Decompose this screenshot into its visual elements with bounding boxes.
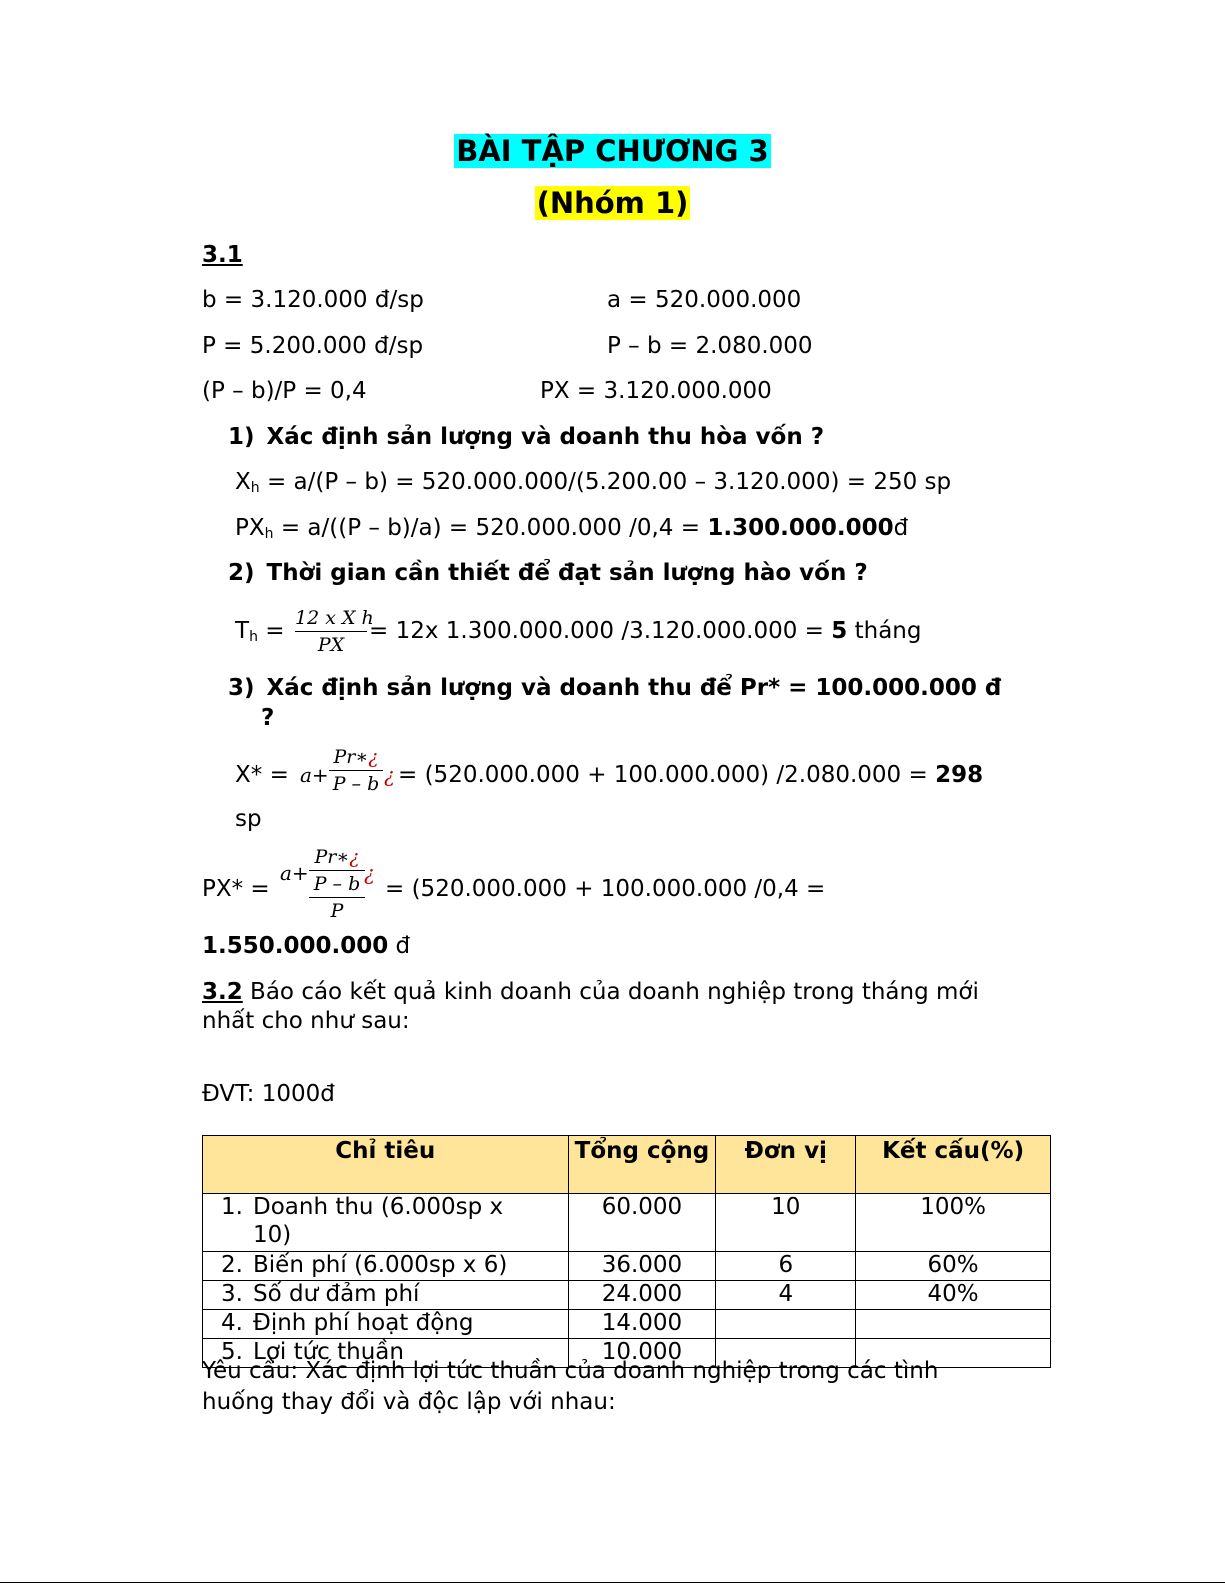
- row-number: 2.: [221, 1252, 243, 1278]
- row-label-line-2: 10): [253, 1221, 292, 1248]
- pxstar-denominator: P: [330, 900, 344, 922]
- question-1-text: Xác định sản lượng và doanh thu hòa vốn ?: [266, 424, 825, 450]
- page-subtitle: [0, 187, 1225, 220]
- th-numerator: 12 x X h: [295, 607, 374, 629]
- header-chi-tieu: Chỉ tiêu: [203, 1136, 569, 1194]
- pxstar-numerator: [309, 846, 365, 868]
- xh-expression: = a/(P – b) = 520.000.000/(5.200.00 – 3.120.000) = 250 sp: [259, 469, 952, 495]
- pxh-value: 1.300.000.000: [707, 515, 894, 541]
- pxstar-trailing-mark: ¿: [364, 861, 375, 885]
- question-1-number: 1): [228, 424, 255, 450]
- section-3-2-intro: [202, 979, 979, 1005]
- given-ratio: (P – b)/P = 0,4: [202, 378, 367, 404]
- row-ratio: 100%: [856, 1194, 1051, 1252]
- pxstar-unit: đ: [388, 933, 411, 959]
- th-denominator: PX: [317, 634, 345, 656]
- pxstar-bar-2: [309, 897, 365, 898]
- row-label-wrap: [221, 1281, 562, 1309]
- given-a: a = 520.000.000: [607, 287, 802, 313]
- th-symbol: T: [235, 618, 250, 644]
- row-label: [203, 1281, 569, 1310]
- given-b: b = 3.120.000 đ/sp: [202, 287, 424, 313]
- row-ratio: 60%: [856, 1252, 1051, 1281]
- question-3-number: 3): [228, 675, 255, 701]
- xstar-rhs: = (520.000.000 + 100.000.000) /2.080.000 =: [398, 762, 936, 788]
- row-label-wrap: [221, 1252, 562, 1280]
- header-ket-cau: Kết cấu(%): [856, 1136, 1051, 1194]
- pxstar-middle: P – b: [313, 873, 361, 895]
- row-total: 60.000: [568, 1194, 716, 1252]
- table-header-row: [203, 1136, 1051, 1194]
- row-unit: 6: [716, 1252, 856, 1281]
- table-row: [203, 1194, 1051, 1252]
- th-fraction-bar: [295, 631, 367, 632]
- row-unit: 10: [716, 1194, 856, 1252]
- row-total: 14.000: [568, 1310, 716, 1339]
- pxstar-bar-1: [309, 870, 365, 871]
- xh-symbol: X: [235, 469, 251, 495]
- row-label-text: Lợi tức thuần: [253, 1339, 404, 1365]
- pxstar-a: a+: [280, 861, 309, 885]
- th-lhs: [235, 618, 285, 645]
- header-tong-cong: Tổng cộng: [568, 1136, 716, 1194]
- row-label-wrap: [221, 1194, 562, 1249]
- table-row: [203, 1252, 1051, 1281]
- business-report-table: [202, 1135, 1051, 1368]
- th-expression: [369, 618, 921, 644]
- question-1: [228, 424, 824, 450]
- given-p: P = 5.200.000 đ/sp: [202, 333, 424, 359]
- pxh-formula: [235, 515, 908, 542]
- xh-subscript: h: [250, 480, 260, 496]
- section-3-1-heading: 3.1: [202, 242, 243, 268]
- xstar-fraction-bar: [329, 770, 383, 771]
- xstar-a: a+: [300, 763, 329, 787]
- requirement-line-2: huống thay đổi và độc lập với nhau:: [202, 1389, 616, 1415]
- row-number: 3.: [221, 1281, 243, 1307]
- row-ratio: [856, 1310, 1051, 1339]
- question-2-text: Thời gian cần thiết để đạt sản lượng hào vốn ?: [266, 560, 868, 586]
- question-3-text: Xác định sản lượng và doanh thu để Pr* = 100.000.000 đ: [266, 675, 1002, 701]
- row-label-wrap: [221, 1310, 562, 1338]
- pxh-unit: đ: [893, 515, 909, 541]
- given-p-minus-b: P – b = 2.080.000: [607, 333, 813, 359]
- row-number: 1.: [221, 1194, 243, 1220]
- page-bottom-border: [0, 1582, 1225, 1583]
- title-text: BÀI TẬP CHƯƠNG 3: [456, 134, 769, 168]
- row-label-text: Biến phí (6.000sp x 6): [253, 1252, 508, 1278]
- row-label-text: Số dư đảm phí: [253, 1281, 420, 1307]
- th-subscript: h: [249, 629, 258, 645]
- pxstar-result: [202, 933, 410, 959]
- th-rhs: = 12x 1.300.000.000 /3.120.000.000 =: [369, 618, 832, 644]
- row-label-text: Định phí hoạt động: [253, 1310, 474, 1336]
- section-3-2-heading: 3.2: [202, 979, 243, 1005]
- xh-formula: [235, 469, 951, 496]
- table-row: [203, 1310, 1051, 1339]
- row-label: [203, 1310, 569, 1339]
- row-unit: [716, 1310, 856, 1339]
- xstar-denominator: P – b: [332, 773, 380, 795]
- xstar-mark: ¿: [368, 746, 379, 768]
- row-total: 10.000: [568, 1339, 716, 1368]
- pxstar-lhs: PX* =: [202, 876, 270, 902]
- pxstar-value: 1.550.000.000: [202, 933, 389, 959]
- th-unit: tháng: [847, 618, 922, 644]
- requirement-line-1: Yêu cầu: Xác định lợi tức thuần của doanh nghiệp trong các tình: [202, 1358, 939, 1384]
- xstar-pr: Pr∗: [333, 746, 369, 768]
- pxh-expression: = a/((P – b)/a) = 520.000.000 /0,4 =: [273, 515, 708, 541]
- row-unit: 4: [716, 1281, 856, 1310]
- xstar-value: 298: [935, 762, 984, 788]
- xstar-trailing-mark: ¿: [384, 763, 395, 787]
- xstar-numerator: [329, 746, 383, 768]
- th-fraction: [295, 607, 374, 656]
- xstar-lhs: X* =: [235, 762, 289, 788]
- subtitle-text: (Nhóm 1): [536, 186, 689, 220]
- question-2-number: 2): [228, 560, 255, 586]
- xstar-expression: [398, 762, 983, 788]
- row-total: 36.000: [568, 1252, 716, 1281]
- xstar-fraction: [329, 746, 383, 795]
- page-title: [0, 135, 1225, 168]
- question-3-cont: ?: [261, 705, 275, 731]
- row-ratio: 40%: [856, 1281, 1051, 1310]
- question-2: [228, 560, 868, 586]
- row-label: [203, 1194, 569, 1252]
- xstar-unit: sp: [235, 806, 262, 832]
- row-label-line-1: Doanh thu (6.000sp x: [253, 1194, 504, 1220]
- pxh-symbol: PX: [235, 515, 265, 541]
- pxstar-fraction: [309, 846, 365, 922]
- row-label: [203, 1252, 569, 1281]
- pxstar-mark: ¿: [349, 846, 360, 868]
- pxstar-expression: = (520.000.000 + 100.000.000 /0,4 =: [385, 876, 826, 902]
- row-label-text: [253, 1194, 503, 1249]
- pxstar-pr: Pr∗: [314, 846, 350, 868]
- row-total: 24.000: [568, 1281, 716, 1310]
- section-3-2-intro-line-1: Báo cáo kết quả kinh doanh của doanh nghiệp trong tháng mới: [242, 979, 979, 1005]
- row-number: 5.: [221, 1339, 243, 1365]
- question-3: [228, 675, 1001, 701]
- th-equals: =: [257, 618, 285, 644]
- given-px: PX = 3.120.000.000: [540, 378, 772, 404]
- header-don-vi: Đơn vị: [716, 1136, 856, 1194]
- th-value: 5: [831, 618, 848, 644]
- unit-label: ĐVT: 1000đ: [202, 1081, 335, 1107]
- table-row: [203, 1281, 1051, 1310]
- section-3-2-intro-line-2: nhất cho như sau:: [202, 1008, 410, 1034]
- pxh-subscript: h: [264, 526, 274, 542]
- row-number: 4.: [221, 1310, 243, 1336]
